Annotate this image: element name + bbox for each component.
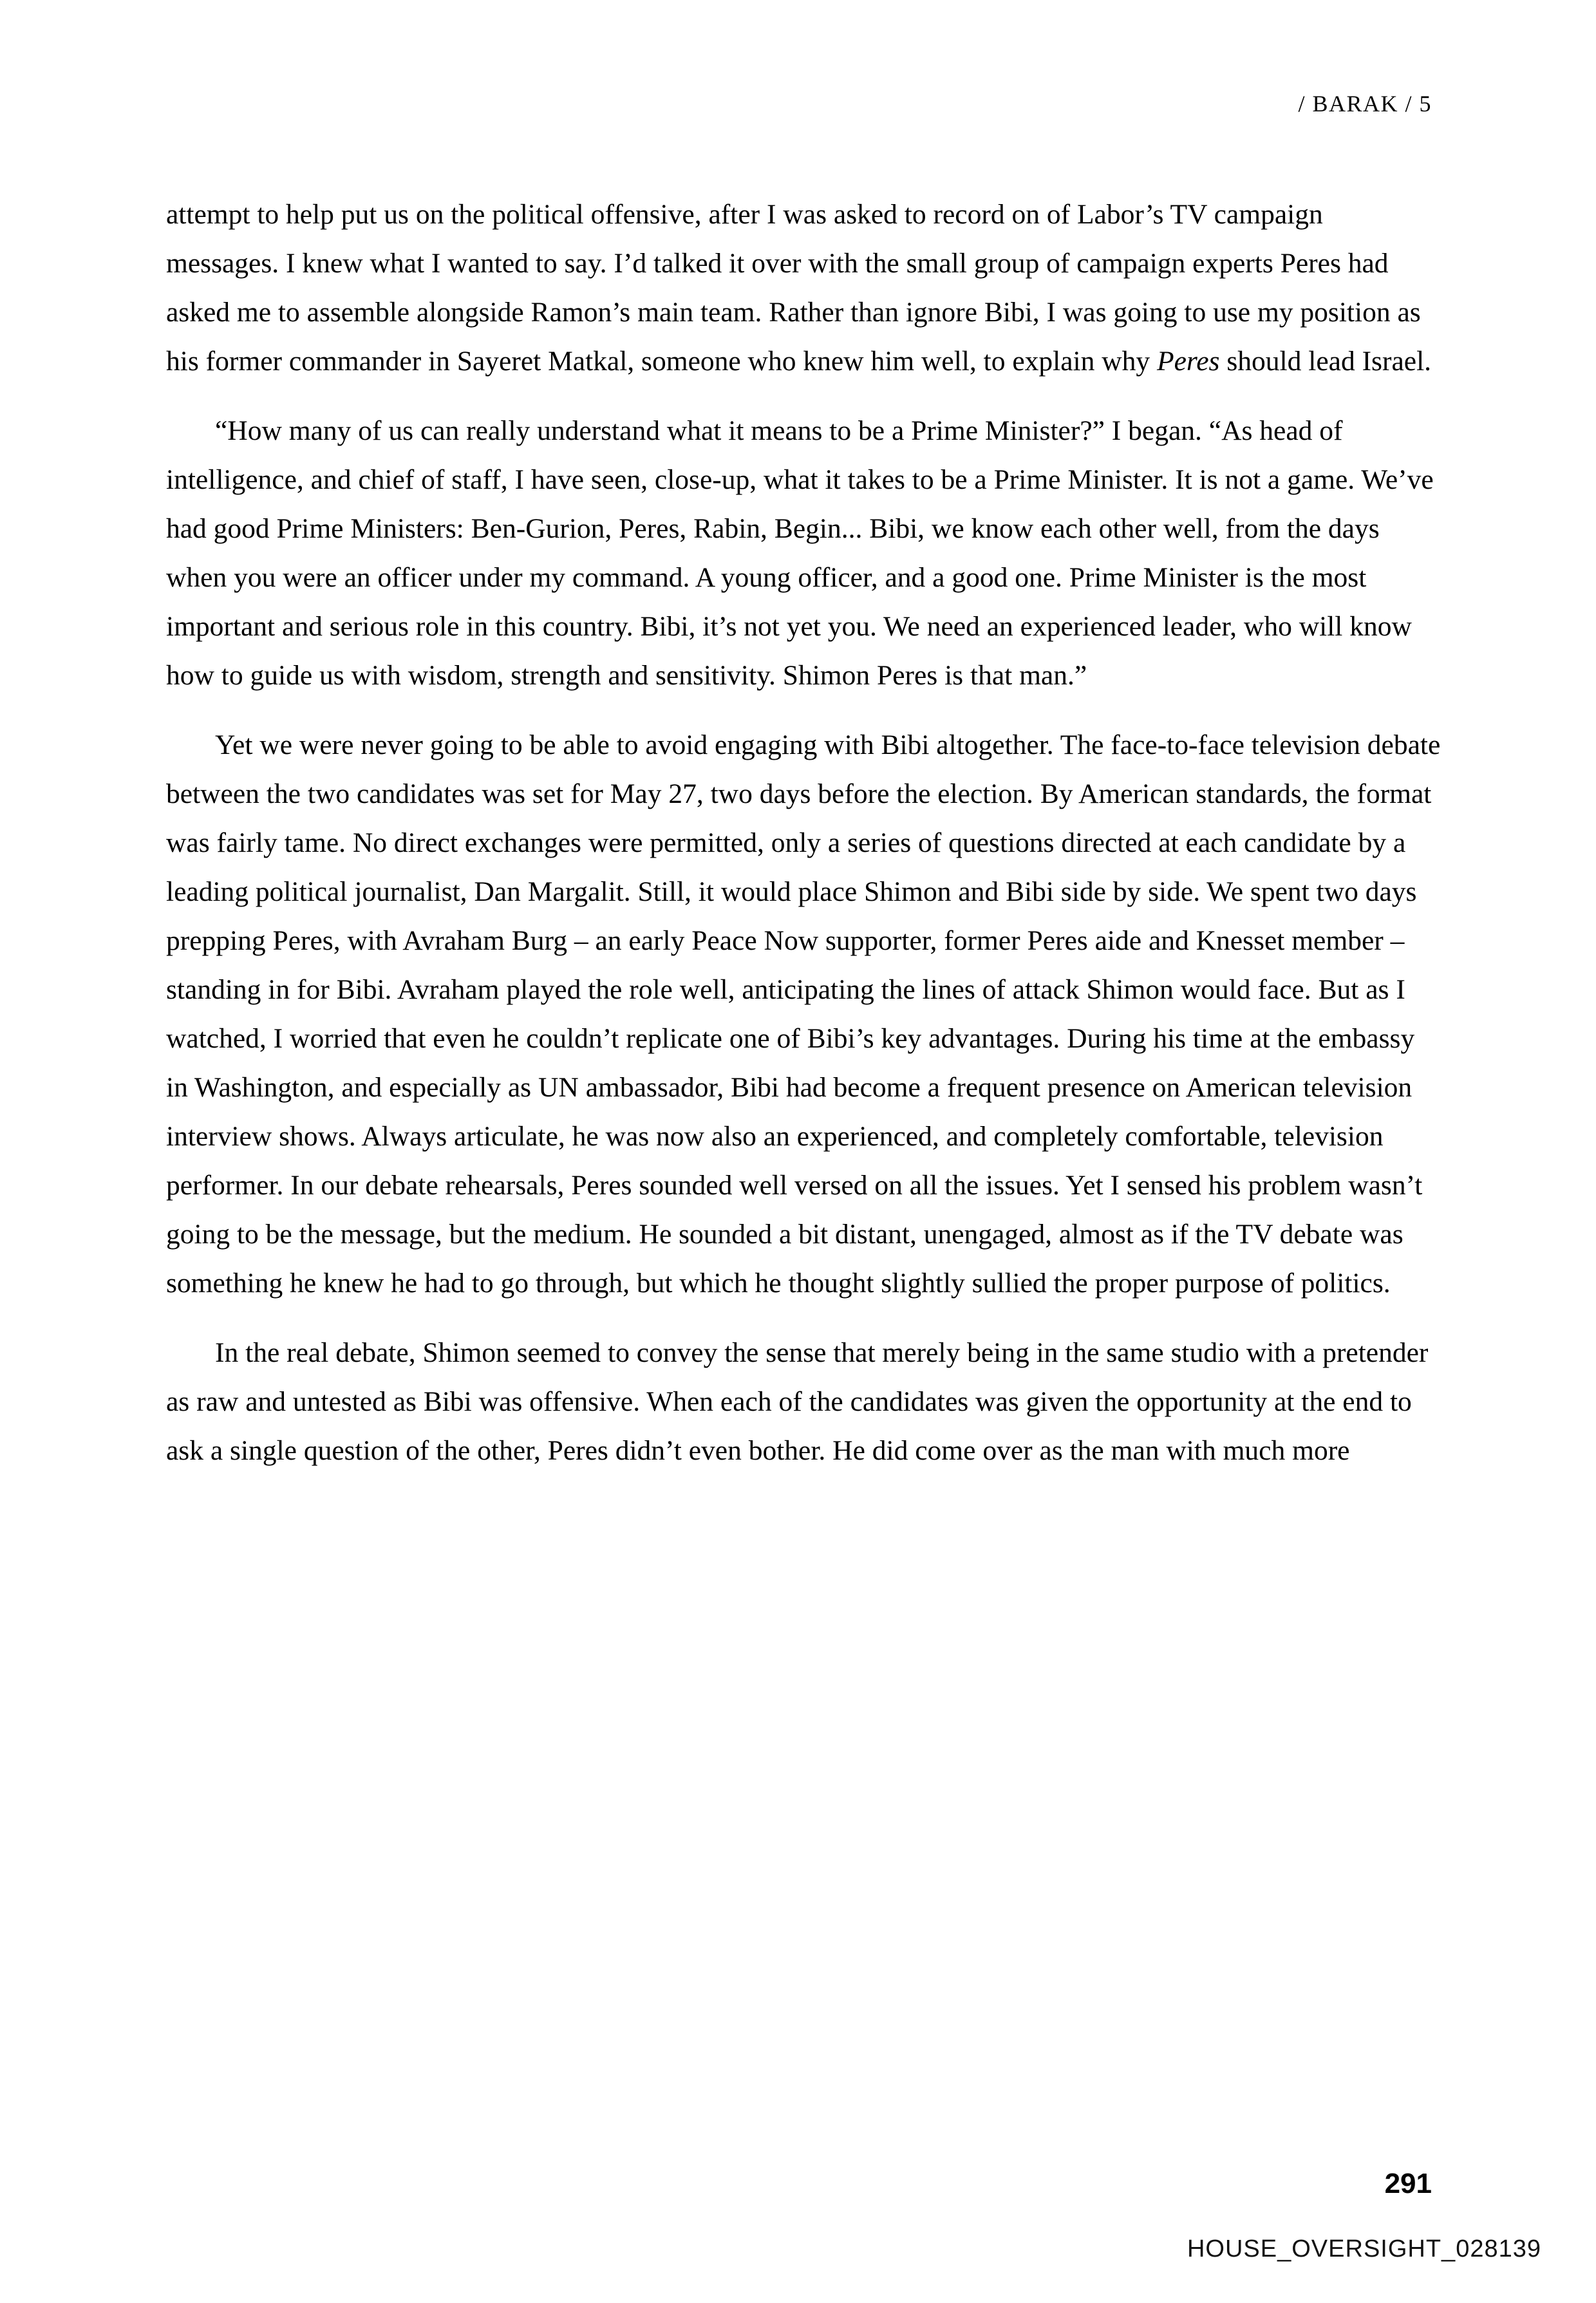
emphasis-peres: Peres xyxy=(1157,346,1220,377)
paragraph-text-part: should lead Israel. xyxy=(1219,346,1432,377)
page-number: 291 xyxy=(1384,2168,1432,2199)
paragraph xyxy=(166,190,1441,386)
paragraph-text-part: attempt to help put us on the political offensive, after I was asked to record on of Labor’s TV campaign messages. I knew what I wanted to say. I’d talked it over with the small group of campaign experts Peres had asked me to assemble alongside Ramon’s main team. Rather than ignore Bibi, I was going to use my position as his former commander in Sayeret Matkal, someone who knew him well, to explain why xyxy=(166,199,1421,377)
running-head: / BARAK / 5 xyxy=(1298,91,1432,117)
bates-stamp: HOUSE_OVERSIGHT_028139 xyxy=(1187,2235,1541,2262)
paragraph: In the real debate, Shimon seemed to convey the sense that merely being in the same studio with a pretender as raw and untested as Bibi was offensive. When each of the candidates was given the opportunity at the end to ask a single question of the other, Peres didn’t even bother. He did come over as the man with much more xyxy=(166,1337,1429,1466)
paragraph: “How many of us can really understand what it means to be a Prime Minister?” I began. “As head of intelligence, and chief of staff, I have seen, close-up, what it takes to be a Prime Minister. It is not a game. We’ve had good Prime Ministers: Ben-Gurion, Peres, Rabin, Begin... Bibi, we know each other well, from the days when you were an officer under my command. A young officer, and a good one. Prime Minister is the most important and serious role in this country. Bibi, it’s not yet you. We need an experienced leader, who will know how to guide us with wisdom, strength and sensitivity. Shimon Peres is that man.” xyxy=(166,415,1434,691)
paragraph: Yet we were never going to be able to avoid engaging with Bibi altogether. The face-to-face television debate between the two candidates was set for May 27, two days before the election. By American standards, the format was fairly tame. No direct exchanges were permitted, only a series of questions directed at each candidate by a leading political journalist, Dan Margalit. Still, it would place Shimon and Bibi side by side. We spent two days prepping Peres, with Avraham Burg – an early Peace Now supporter, former Peres aide and Knesset member – standing in for Bibi. Avraham played the role well, anticipating the lines of attack Shimon would face. But as I watched, I worried that even he couldn’t replicate one of Bibi’s key advantages. During his time at the embassy in Washington, and especially as UN ambassador, Bibi had become a frequent presence on American television interview shows. Always articulate, he was now also an experienced, and completely comfortable, television performer. In our debate rehearsals, Peres sounded well versed on all the issues. Yet I sensed his problem wasn’t going to be the message, but the medium. He sounded a bit distant, unengaged, almost as if the TV debate was something he knew he had to go through, but which he thought slightly sullied the proper purpose of politics. xyxy=(166,729,1441,1299)
body-text-block xyxy=(166,190,1441,1475)
